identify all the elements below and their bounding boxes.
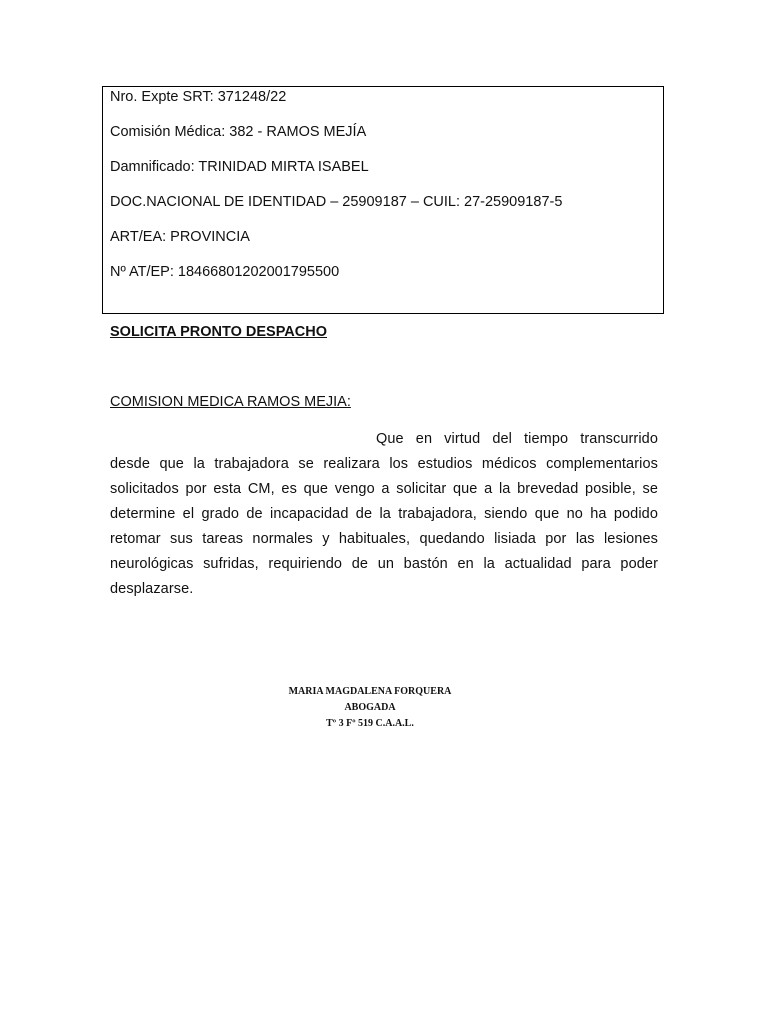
body-text: Que en virtud del tiempo transcurrido desde que la trabajadora se realizara los estudios médicos complementarios solicitados por esta CM, es que vengo a solicitar que a la brevedad posible, se determine el grado de incapacidad de la trabajadora, siendo que no ha podido retomar sus tareas normales y habituales, quedando lisiada por las lesiones neurológicas sufridas, requiriendo de un bastón en la actualidad para poder desplazarse. <box>110 431 658 597</box>
addressee: COMISION MEDICA RAMOS MEJIA: <box>110 394 351 410</box>
expediente-number: Nro. Expte SRT: 371248/22 <box>110 89 287 105</box>
case-header-box <box>102 86 664 314</box>
medical-commission: Comisión Médica: 382 - RAMOS MEJÍA <box>110 124 367 140</box>
art-provider: ART/EA: PROVINCIA <box>110 229 250 245</box>
at-ep-number: Nº AT/EP: 18466801202001795500 <box>110 264 340 280</box>
document-title: SOLICITA PRONTO DESPACHO <box>110 324 327 340</box>
signer-name: MARIA MAGDALENA FORQUERA <box>288 686 452 697</box>
signer-role: ABOGADA <box>344 702 396 713</box>
signature-block <box>200 684 540 732</box>
signer-registration: Tº 3 Fº 519 C.A.A.L. <box>326 718 414 729</box>
identity-document: DOC.NACIONAL DE IDENTIDAD – 25909187 – CUIL: 27-25909187-5 <box>110 194 563 210</box>
body-paragraph <box>110 427 658 602</box>
injured-party: Damnificado: TRINIDAD MIRTA ISABEL <box>110 159 369 175</box>
